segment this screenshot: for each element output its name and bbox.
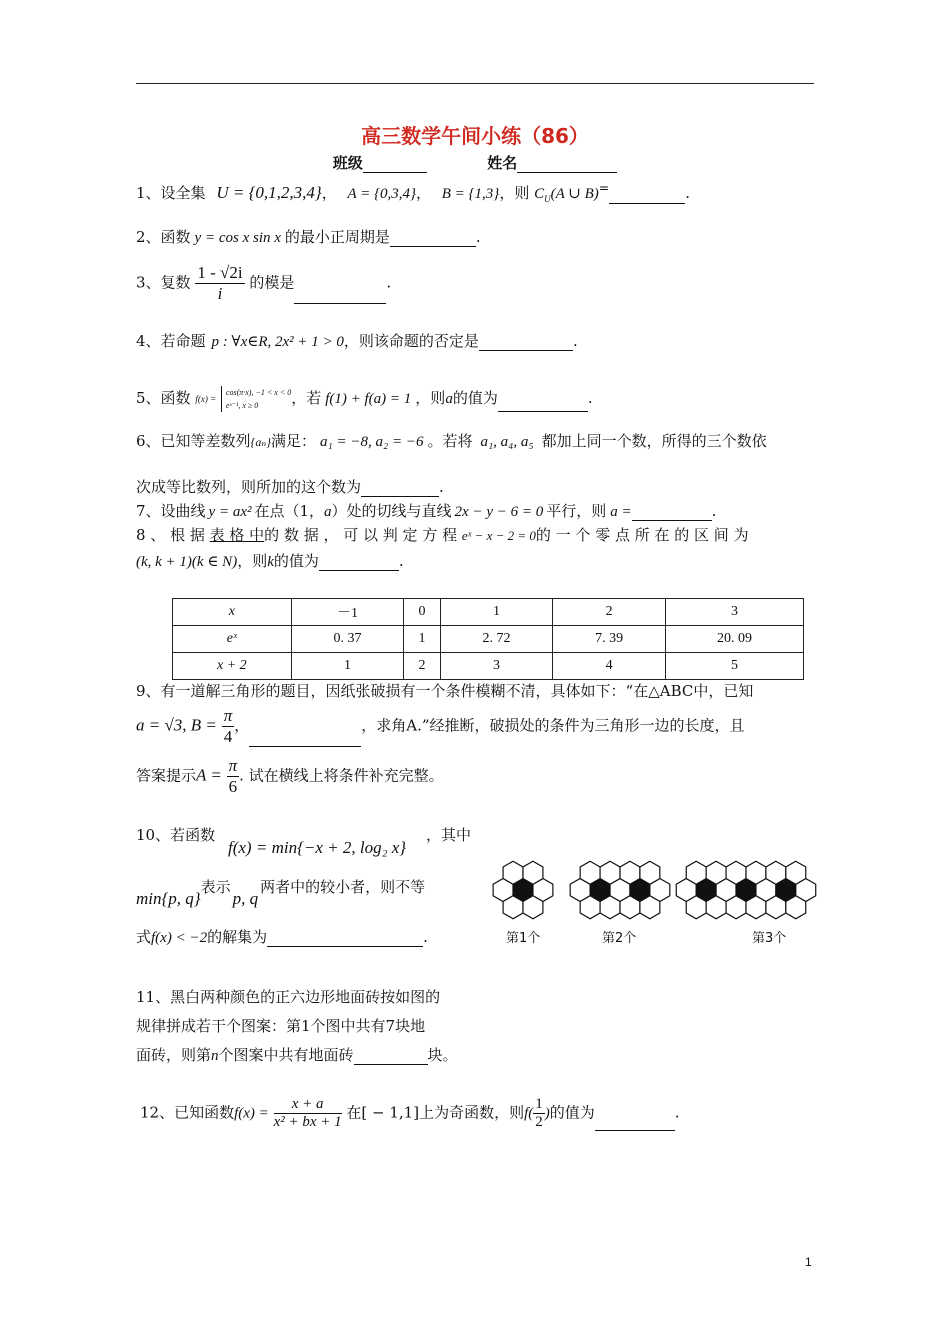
white-hex-tile [726, 861, 746, 884]
table-cell: －1 [291, 599, 404, 626]
q3-end: . [386, 273, 392, 292]
q8-interval: (k, k + 1)(k ∈ N) [136, 554, 238, 570]
q7-answer-var: a = [610, 504, 632, 520]
q6-line1-end: 都加上同一个数，所得的三个数依 [541, 432, 767, 450]
q6-mid2: 。若将 [427, 432, 473, 450]
q6-sequence: {aₙ} [250, 435, 272, 449]
table-cell: 1 [404, 626, 440, 653]
name-blank[interactable] [517, 158, 617, 173]
question-10-line-2 [136, 876, 426, 908]
question-1: 1、设全集 U = {0,1,2,3,4}， A = {0,3,4}， B = {1,3}，则 $C_U(A$ ∪ B)= . [136, 180, 691, 204]
q7-end: . [711, 502, 717, 520]
q1-eq: = [598, 180, 610, 195]
hex-label-2: 第2个 [602, 931, 637, 946]
white-hex-tile [686, 861, 706, 884]
question-8-line-2 [136, 550, 404, 571]
table-cell: 1 [291, 653, 404, 680]
q12-fraction [274, 1096, 342, 1131]
table-cell: 4 [553, 653, 666, 680]
data-table [172, 598, 804, 680]
q8-line2-text: 的值为 [273, 552, 319, 570]
q12-mid: 在[ − 1,1]上为奇函数，则 [346, 1103, 525, 1122]
q6-prefix: 6、已知等差数列 [136, 432, 251, 450]
q9-line1: 9、有一道解三角形的题目，因纸张破损有一个条件模糊不清，具体如下：“在△ABC中，已知 [136, 682, 754, 700]
white-hex-tile [640, 896, 660, 919]
q9-answer-var: A = [196, 765, 222, 785]
q4-expr: p : ∀x∈R, 2x² + 1 > 0 [211, 334, 344, 350]
q5-case-2: eˣ⁻¹, x ≥ 0 [225, 401, 259, 410]
q1-mid: ，则 [499, 184, 530, 202]
q8-line1-end: 的 一 个 零 点 所 在 的 区 间 为 [535, 526, 749, 544]
question-11-line-3 [136, 1044, 458, 1065]
q10-min: min{p, q} [136, 889, 201, 908]
q7-expr: y = ax² [208, 504, 252, 520]
q4-text: ，则该命题的否定是 [343, 332, 479, 350]
q8-end: . [398, 552, 404, 570]
question-9-line-1 [136, 680, 753, 701]
q9-line3-prefix: 答案提示 [136, 766, 197, 785]
q9-answer-fraction [227, 756, 240, 797]
white-hex-tile [786, 896, 806, 919]
q9-ans-den: 6 [228, 777, 238, 796]
table-cell: 2. 72 [440, 626, 553, 653]
q3-denominator: i [217, 284, 223, 303]
q10-expr: f(x) = min{−x + 2, log₂ x} [228, 838, 407, 857]
question-7 [136, 500, 716, 521]
q1-union: (A ∪ B) [550, 186, 599, 202]
q3-numerator: 1 - √2i [197, 263, 243, 282]
q1-complement: C [534, 186, 545, 202]
q10-inequality: f(x) < −2 [151, 930, 208, 946]
q11-line1: 11、黑白两种颜色的正六边形地面砖按如图的 [136, 988, 441, 1006]
header-fields [0, 152, 950, 173]
q1-end: . [685, 184, 691, 202]
q12-prefix: 12、已知函数 [140, 1103, 235, 1122]
white-hex-tile [766, 896, 786, 919]
white-hex-tile [746, 896, 766, 919]
q7-text2: ）处的切线与直线 [331, 502, 452, 520]
q1-sub: U [544, 194, 551, 204]
white-hex-tile [523, 896, 543, 919]
white-hex-tile [640, 861, 660, 884]
table-cell: 5 [665, 653, 803, 680]
question-9-line-3 [136, 756, 444, 797]
white-hex-tile [786, 861, 806, 884]
question-3 [136, 263, 391, 304]
q9-comma: ， [234, 716, 250, 735]
question-11-line-1 [136, 986, 440, 1007]
q3-answer-blank[interactable] [294, 289, 386, 304]
q8-answer-blank[interactable] [319, 556, 399, 571]
hex-pattern-3 [676, 861, 815, 919]
page-title: 高三数学午间小练（86） [361, 124, 589, 148]
white-hex-tile [600, 861, 620, 884]
q6-end: . [439, 478, 444, 496]
white-hex-tile [726, 896, 746, 919]
q10-prefix: 10、若函数 [136, 826, 216, 844]
white-hex-tile [600, 896, 620, 919]
q4-answer-blank[interactable] [479, 336, 573, 351]
q8-underlined: 表 格 中 [209, 526, 265, 544]
white-hex-tile [580, 896, 600, 919]
q10-pq: p, q [232, 889, 259, 908]
q8-var: k [267, 554, 274, 570]
q5-end: . [587, 389, 593, 407]
q5-condition: f(1) + f(a) = 1 [325, 391, 412, 407]
q10-end: . [423, 928, 428, 946]
q10-expr-line [228, 838, 406, 858]
q6-line2: 次成等比数列，则所加的这个数为 [136, 478, 362, 496]
table-cell: x + 2 [173, 653, 292, 680]
q9-ans-num: π [228, 756, 238, 775]
question-9-line-2 [136, 706, 745, 747]
table-row [173, 653, 804, 680]
table-cell: 0. 37 [291, 626, 404, 653]
class-label: 班级 [332, 154, 363, 172]
table-cell: 0 [404, 599, 440, 626]
q9-condition: a = √3, B = [136, 715, 217, 735]
q11-var: n [211, 1048, 219, 1064]
hex-pattern-2 [570, 861, 670, 919]
q2-answer-blank[interactable] [390, 232, 476, 247]
white-hex-tile [706, 861, 726, 884]
table-cell: 2 [553, 599, 666, 626]
q9-frac-num: π [223, 706, 233, 725]
q5-piecewise [221, 386, 291, 412]
q6-mid: 满足： [271, 432, 317, 450]
table-cell: 3 [665, 599, 803, 626]
white-hex-tile [766, 861, 786, 884]
question-6-line-1 [136, 430, 767, 451]
q12-text: 的值为 [549, 1103, 595, 1122]
q5-mid: ，若 [291, 389, 322, 407]
question-10-line-3 [136, 926, 428, 947]
white-hex-tile [686, 896, 706, 919]
q3-prefix: 3、复数 [136, 273, 191, 292]
q2-end: . [475, 228, 481, 246]
q10-text1: 表示 [200, 878, 231, 896]
q10-line3-prefix: 式 [136, 928, 152, 946]
question-10-line-1 [136, 824, 215, 845]
q8-prefix: 8 、 根 据 [136, 526, 210, 544]
top-rule [136, 83, 814, 84]
q8-mid: 的 数 据 ， 可 以 判 定 方 程 [264, 526, 462, 544]
class-blank[interactable] [363, 158, 427, 173]
q12-f: f( [524, 1105, 534, 1122]
q5-answer-blank[interactable] [498, 397, 588, 412]
q10-text2: 两者中的较小者，则不等 [260, 878, 426, 896]
question-12 [140, 1096, 680, 1131]
q2-expr: y = cos x sin x [194, 230, 281, 246]
question-11-line-2 [136, 1015, 425, 1036]
q1-answer-blank[interactable] [609, 189, 685, 204]
q10-line3-text: 的解集为 [207, 928, 268, 946]
page-number: 1 [805, 1255, 812, 1269]
q2-prefix: 2、函数 [136, 228, 191, 246]
question-2 [136, 226, 481, 247]
table-row [173, 599, 804, 626]
q9-line3-end: . 试在横线上将条件补充完整。 [239, 766, 444, 785]
q10-mid: ，其中 [426, 826, 472, 844]
hex-pattern-1 [493, 861, 553, 919]
q11-answer-blank[interactable] [354, 1050, 428, 1065]
q12-end: . [674, 1103, 680, 1122]
q3-fraction [195, 263, 244, 304]
white-hex-tile [706, 896, 726, 919]
q6-terms: a₁, a₄, a₅ [480, 434, 534, 450]
q5-text: 的值为 [452, 389, 498, 407]
q12-half-den: 2 [535, 1114, 543, 1130]
white-hex-tile [746, 861, 766, 884]
table-cell: 2 [404, 653, 440, 680]
q7-text1: 在点（1， [254, 502, 325, 520]
q1-prefix: 1、设全集 [136, 184, 206, 202]
q11-line3-end: 块。 [427, 1046, 458, 1064]
table-cell: 3 [440, 653, 553, 680]
q9-mid: ，求角A.”经推断，破损处的条件为三角形一边的长度，且 [361, 716, 745, 735]
table-cell: x [173, 599, 292, 626]
table-cell: 7. 39 [553, 626, 666, 653]
question-8-line-1 [136, 524, 814, 545]
q12-fx: f(x) = [234, 1105, 269, 1122]
q1-set-a: A = {0,3,4} [347, 186, 416, 202]
question-5 [136, 386, 593, 412]
hex-label-3: 第3个 [752, 931, 787, 946]
q5-mid2: ，则 [415, 389, 446, 407]
q11-line3-prefix: 面砖，则第 [136, 1046, 212, 1064]
q7-answer-blank[interactable] [632, 506, 712, 521]
q3-text: 的模是 [249, 273, 295, 292]
white-hex-tile [503, 896, 523, 919]
q10-mid-line [426, 824, 471, 845]
q7-prefix: 7、设曲线 [136, 502, 206, 520]
q12-half-num: 1 [535, 1096, 543, 1112]
q11-line3-mid: 个图案中共有地面砖 [218, 1046, 354, 1064]
q6-answer-blank[interactable] [361, 482, 439, 497]
white-hex-tile [523, 861, 543, 884]
q9-frac-den: 4 [223, 727, 233, 746]
white-hex-tile [620, 896, 640, 919]
white-hex-tile [580, 861, 600, 884]
q9-answer-blank[interactable] [249, 732, 361, 747]
q12-answer-blank[interactable] [595, 1116, 675, 1131]
hexagon-patterns [490, 855, 835, 925]
q6-condition: a₁ = −8, a₂ = −6 [320, 434, 424, 450]
q8-line2-mid: ，则 [237, 552, 268, 570]
q4-prefix: 4、若命题 [136, 332, 206, 350]
table-cell: 1 [440, 599, 553, 626]
q12-denominator: x² + bx + 1 [273, 1114, 342, 1130]
q9-fraction [222, 706, 235, 747]
q12-close: ) [544, 1105, 550, 1122]
q8-equation: eˣ − x − 2 = 0 [461, 528, 536, 543]
q2-text: 的最小正周期是 [284, 228, 390, 246]
table-cell: 20. 09 [665, 626, 803, 653]
name-label: 姓名 [487, 154, 518, 172]
q12-half [533, 1096, 545, 1131]
q5-var: a [445, 391, 453, 407]
q1-set-u: U = {0,1,2,3,4} [216, 183, 322, 202]
q7-line: 2x − y − 6 = 0 [454, 504, 544, 520]
table-row [173, 626, 804, 653]
white-hex-tile [503, 861, 523, 884]
q12-numerator: x + a [274, 1096, 342, 1114]
q4-end: . [572, 332, 578, 350]
q7-text3: 平行，则 [546, 502, 607, 520]
q5-case-1: cos(π·x), −1 < x < 0 [225, 388, 292, 397]
q5-fx: f(x) = [195, 394, 217, 404]
table-cell: eˣ [173, 626, 292, 653]
q10-answer-blank[interactable] [267, 932, 423, 947]
question-4 [136, 330, 578, 351]
q7-var: a [324, 504, 332, 520]
white-hex-tile [620, 861, 640, 884]
hex-label-1: 第1个 [506, 931, 541, 946]
q1-set-b: B = {1,3} [441, 186, 500, 202]
question-6-line-2 [136, 476, 444, 497]
q11-line2: 规律拼成若干个图案：第1个图中共有7块地 [136, 1017, 426, 1035]
q5-prefix: 5、函数 [136, 389, 191, 407]
